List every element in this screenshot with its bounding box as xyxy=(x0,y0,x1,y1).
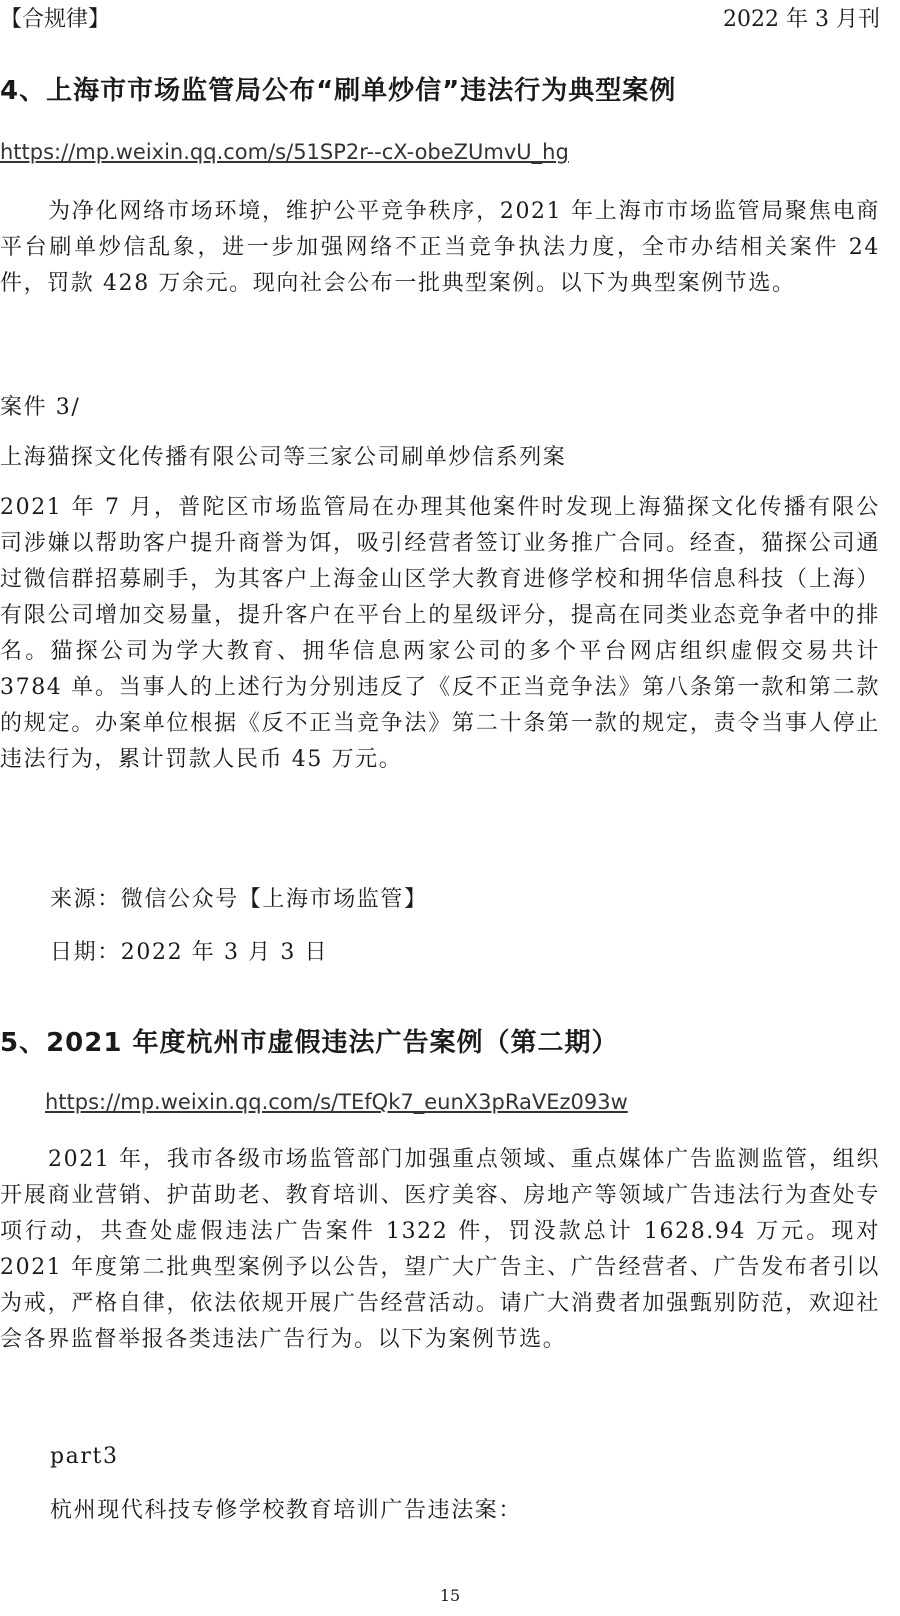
case-3-body: 2021 年 7 月，普陀区市场监管局在办理其他案件时发现上海猫探文化传播有限公司涉嫌以帮助客户提升商誉为饵，吸引经营者签订业务推广合同。经查，猫探公司通过微信群招募刷手，为其客户上海金山区学大教育进修学校和拥华信息科技（上海）有限公司增加交易量，提升客户在平台上的星级评分，提高在同类业态竞争者中的排名。猫探公司为学大教育、拥华信息两家公司的多个平台网店组织虚假交易共计 3784 单。当事人的上述行为分别违反了《反不正当竞争法》第八条第一款和第二款的规定。办案单位根据《反不正当竞争法》第二十条第一款的规定，责令当事人停止违法行为，累计罚款人民币 45 万元。 xyxy=(0,495,880,772)
section-4-title: 4、上海市市场监管局公布“刷单炒信”违法行为典型案例 xyxy=(0,76,677,106)
page-header-left: 【合规律】 xyxy=(0,7,111,32)
section-4-intro: 为净化网络市场环境，维护公平竞争秩序，2021 年上海市市场监管局聚焦电商平台刷单炒信乱象，进一步加强网络不正当竞争执法力度，全市办结相关案件 24 件，罚款 428 万余元。现向社会公布一批典型案例。以下为典型案例节选。 xyxy=(0,199,880,296)
case-3-title: 上海猫探文化传播有限公司等三家公司刷单炒信系列案 xyxy=(0,445,567,470)
part-label: part3 xyxy=(50,1444,119,1469)
case-3-date: 日期：2022 年 3 月 3 日 xyxy=(50,940,329,965)
part-3-case-title: 杭州现代科技专修学校教育培训广告违法案： xyxy=(50,1498,523,1523)
section-5-title: 5、2021 年度杭州市虚假违法广告案例（第二期） xyxy=(0,1028,619,1058)
page-header-right: 2022 年 3 月刊 xyxy=(723,7,880,32)
case-3-number: 案件 3/ xyxy=(0,395,81,420)
section-4-link[interactable]: https://mp.weixin.qq.com/s/51SP2r--cX-obeZUmvU_hg xyxy=(0,140,569,164)
page-number: 15 xyxy=(439,1586,461,1605)
section-5-intro: 2021 年，我市各级市场监管部门加强重点领域、重点媒体广告监测监管，组织开展商业营销、护苗助老、教育培训、医疗美容、房地产等领域广告违法行为查处专项行动，共查处虚假违法广告案件 1322 件，罚没款总计 1628.94 万元。现对 2021 年度第二批典型案例予以公告，望广大广告主、广告经营者、广告发布者引以为戒，严格自律，依法依规开展广告经营活动。请广大消费者加强甄别防范，欢迎社会各界监督举报各类违法广告行为。以下为案例节选。 xyxy=(0,1147,880,1352)
case-3-source: 来源：微信公众号【上海市场监管】 xyxy=(50,887,428,912)
section-5-link[interactable]: https://mp.weixin.qq.com/s/TEfQk7_eunX3pRaVEz093w xyxy=(45,1090,628,1114)
